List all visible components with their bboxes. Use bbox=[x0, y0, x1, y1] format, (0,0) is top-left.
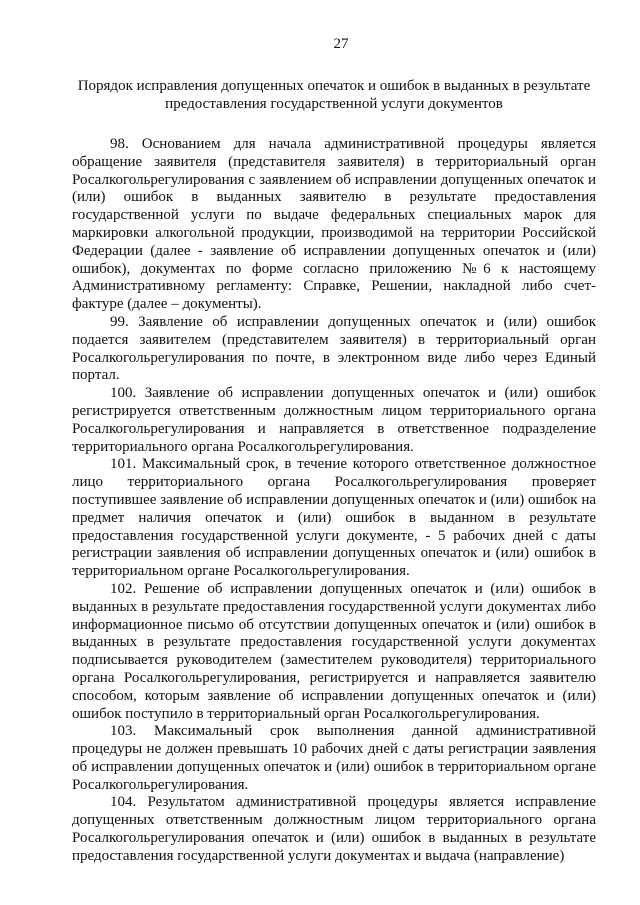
paragraph-104: 104. Результатом административной процедуры является исправление допущенных ответственным должностным лицом территориального органа Росалкогольрегулирования опечаток и (или) ошибок в выданных в результате предоставления государственной услуги документах и выдача (направление) bbox=[72, 794, 596, 864]
page-number: 27 bbox=[333, 36, 349, 52]
paragraph-101: 101. Максимальный срок, в течение которого ответственное должностное лицо территориального органа Росалкогольрегулирования проверяет поступившее заявление об исправлении допущенных опечаток и (или) ошибок на предмет наличия опечаток и (или) ошибок в выданном в результате предоставления государственной услуги документе, - 5 рабочих дней с даты регистрации заявления об исправлении допущенных опечаток и (или) ошибок в территориальном органе Росалкогольрегулирования. bbox=[72, 456, 596, 580]
paragraph-103: 103. Максимальный срок выполнения данной административной процедуры не должен превышать 10 рабочих дней с даты регистрации заявления об исправлении допущенных опечаток и (или) ошибок в территориальном органе Росалкогольрегулирования. bbox=[72, 723, 596, 793]
paragraph-102: 102. Решение об исправлении допущенных опечаток и (или) ошибок в выданных в результате предоставления государственной услуги документах либо информационное письмо об отсутствии допущенных опечаток и (или) ошибок в выданных в результате предоставления государственной услуги документах подписывается руководителем (заместителем руководителя) территориального органа Росалкогольрегулирования, регистрируется и направляется заявителю способом, которым заявление об исправлении допущенных опечаток и (или) ошибок поступило в территориальный орган Росалкогольрегулирования. bbox=[72, 580, 596, 722]
paragraph-100: 100. Заявление об исправлении допущенных опечаток и (или) ошибок регистрируется ответственным должностным лицом территориального органа Росалкогольрегулирования и направляется в ответственное подразделение территориального органа Росалкогольрегулирования. bbox=[72, 385, 596, 455]
section-heading: Порядок исправления допущенных опечаток и ошибок в выданных в результате предоставления государственной услуги документов bbox=[77, 78, 591, 112]
paragraph-98: 98. Основанием для начала административной процедуры является обращение заявителя (представителя заявителя) в территориальный орган Росалкогольрегулирования с заявлением об исправлении допущенных опечаток и (или) ошибок в выданных заявителю в результате предоставления государственной услуги по выдаче федеральных специальных марок для маркировки алкогольной продукции, производимой на территории Российской Федерации (далее - заявление об исправлении допущенных опечаток и (или) ошибок), документах по форме согласно приложению №6 к настоящему Административному регламенту: Справке, Решении, накладной либо счет-фактуре (далее – документы). bbox=[72, 136, 596, 313]
paragraph-99: 99. Заявление об исправлении допущенных опечаток и (или) ошибок подается заявителем (представителем заявителя) в территориальный орган Росалкогольрегулирования по почте, в электронном виде либо через Единый портал. bbox=[72, 313, 596, 384]
body-text bbox=[72, 136, 596, 866]
